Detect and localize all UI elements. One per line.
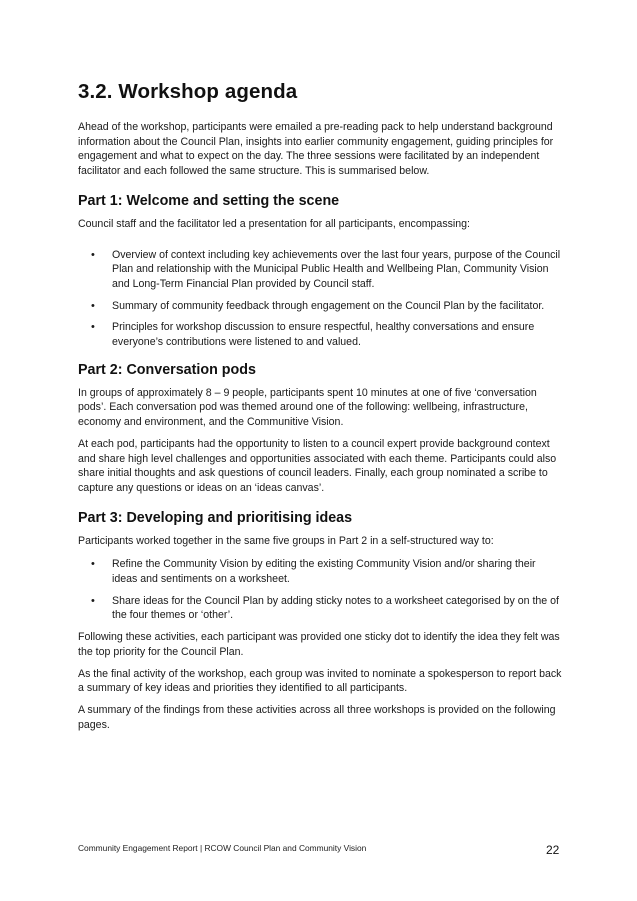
section-part-1 [78, 193, 562, 350]
paragraph: As the final activity of the workshop, each group was invited to nominate a spokesperson to report back a summary of key ideas and priorities they identified to all participants. [78, 667, 562, 695]
section-part-2 [78, 362, 562, 496]
paragraph: Following these activities, each participant was provided one sticky dot to identify the idea they felt was the top priority for the Council Plan. [78, 631, 560, 658]
paragraph: At each pod, participants had the opportunity to listen to a council expert provide background context and share high level challenges and opportunities associated with each theme. Participants could also share initial thoughts and ask questions of council leaders. Finally, each group nominated a scribe to capture any questions or ideas on an ‘ideas canvas’. [78, 437, 557, 494]
section-heading: Part 1: Welcome and setting the scene [78, 192, 340, 209]
page-title: 3.2. Workshop agenda [78, 80, 298, 103]
list-item: • Principles for workshop discussion to ensure respectful, healthy conversations and ensure everyone’s contributions were listened to and valued. [78, 320, 562, 349]
intro-paragraph: Ahead of the workshop, participants were emailed a pre-reading pack to help understand background information about the Council Plan, insights into earlier community engagement, guiding principles for engagement and what to expect on the day. The three sessions were facilitated by an independent facilitator and each followed the same structure. This is summarised below. [78, 121, 554, 178]
page-content [78, 80, 562, 739]
section-lead: Participants worked together in the same five groups in Part 2 in a self-structured way to: [78, 534, 494, 547]
section-part-3 [78, 510, 562, 733]
section-heading: Part 3: Developing and prioritising ideas [78, 509, 353, 526]
section-lead: Council staff and the facilitator led a presentation for all participants, encompassing: [78, 217, 470, 230]
paragraph: In groups of approximately 8 – 9 people, participants spent 10 minutes at one of five ‘conversation pods’. Each conversation pod was themed around one of the following: wellbeing, infrastructure, economy and environment, and the Communitive Vision. [78, 386, 537, 429]
bullet-list [78, 557, 562, 623]
list-item: • Summary of community feedback through engagement on the Council Plan by the facilitator. [78, 299, 562, 314]
bullet-list [78, 248, 562, 350]
footer-text: Community Engagement Report | RCOW Council Plan and Community Vision [78, 843, 367, 853]
page-number: 22 [546, 843, 560, 857]
list-item: • Refine the Community Vision by editing the existing Community Vision and/or sharing their ideas and sentiments on a worksheet. [78, 557, 562, 586]
paragraph: A summary of the findings from these activities across all three workshops is provided on the following pages. [78, 703, 556, 731]
section-heading: Part 2: Conversation pods [78, 361, 256, 378]
list-item: • Overview of context including key achievements over the last four years, purpose of the Council Plan and relationship with the Municipal Public Health and Wellbeing Plan, Community Vision and Long-Term Financial Plan provided by Council staff. [78, 248, 562, 292]
list-item: • Share ideas for the Council Plan by adding sticky notes to a worksheet categorised by on the of the four themes or ‘other’. [78, 594, 562, 623]
